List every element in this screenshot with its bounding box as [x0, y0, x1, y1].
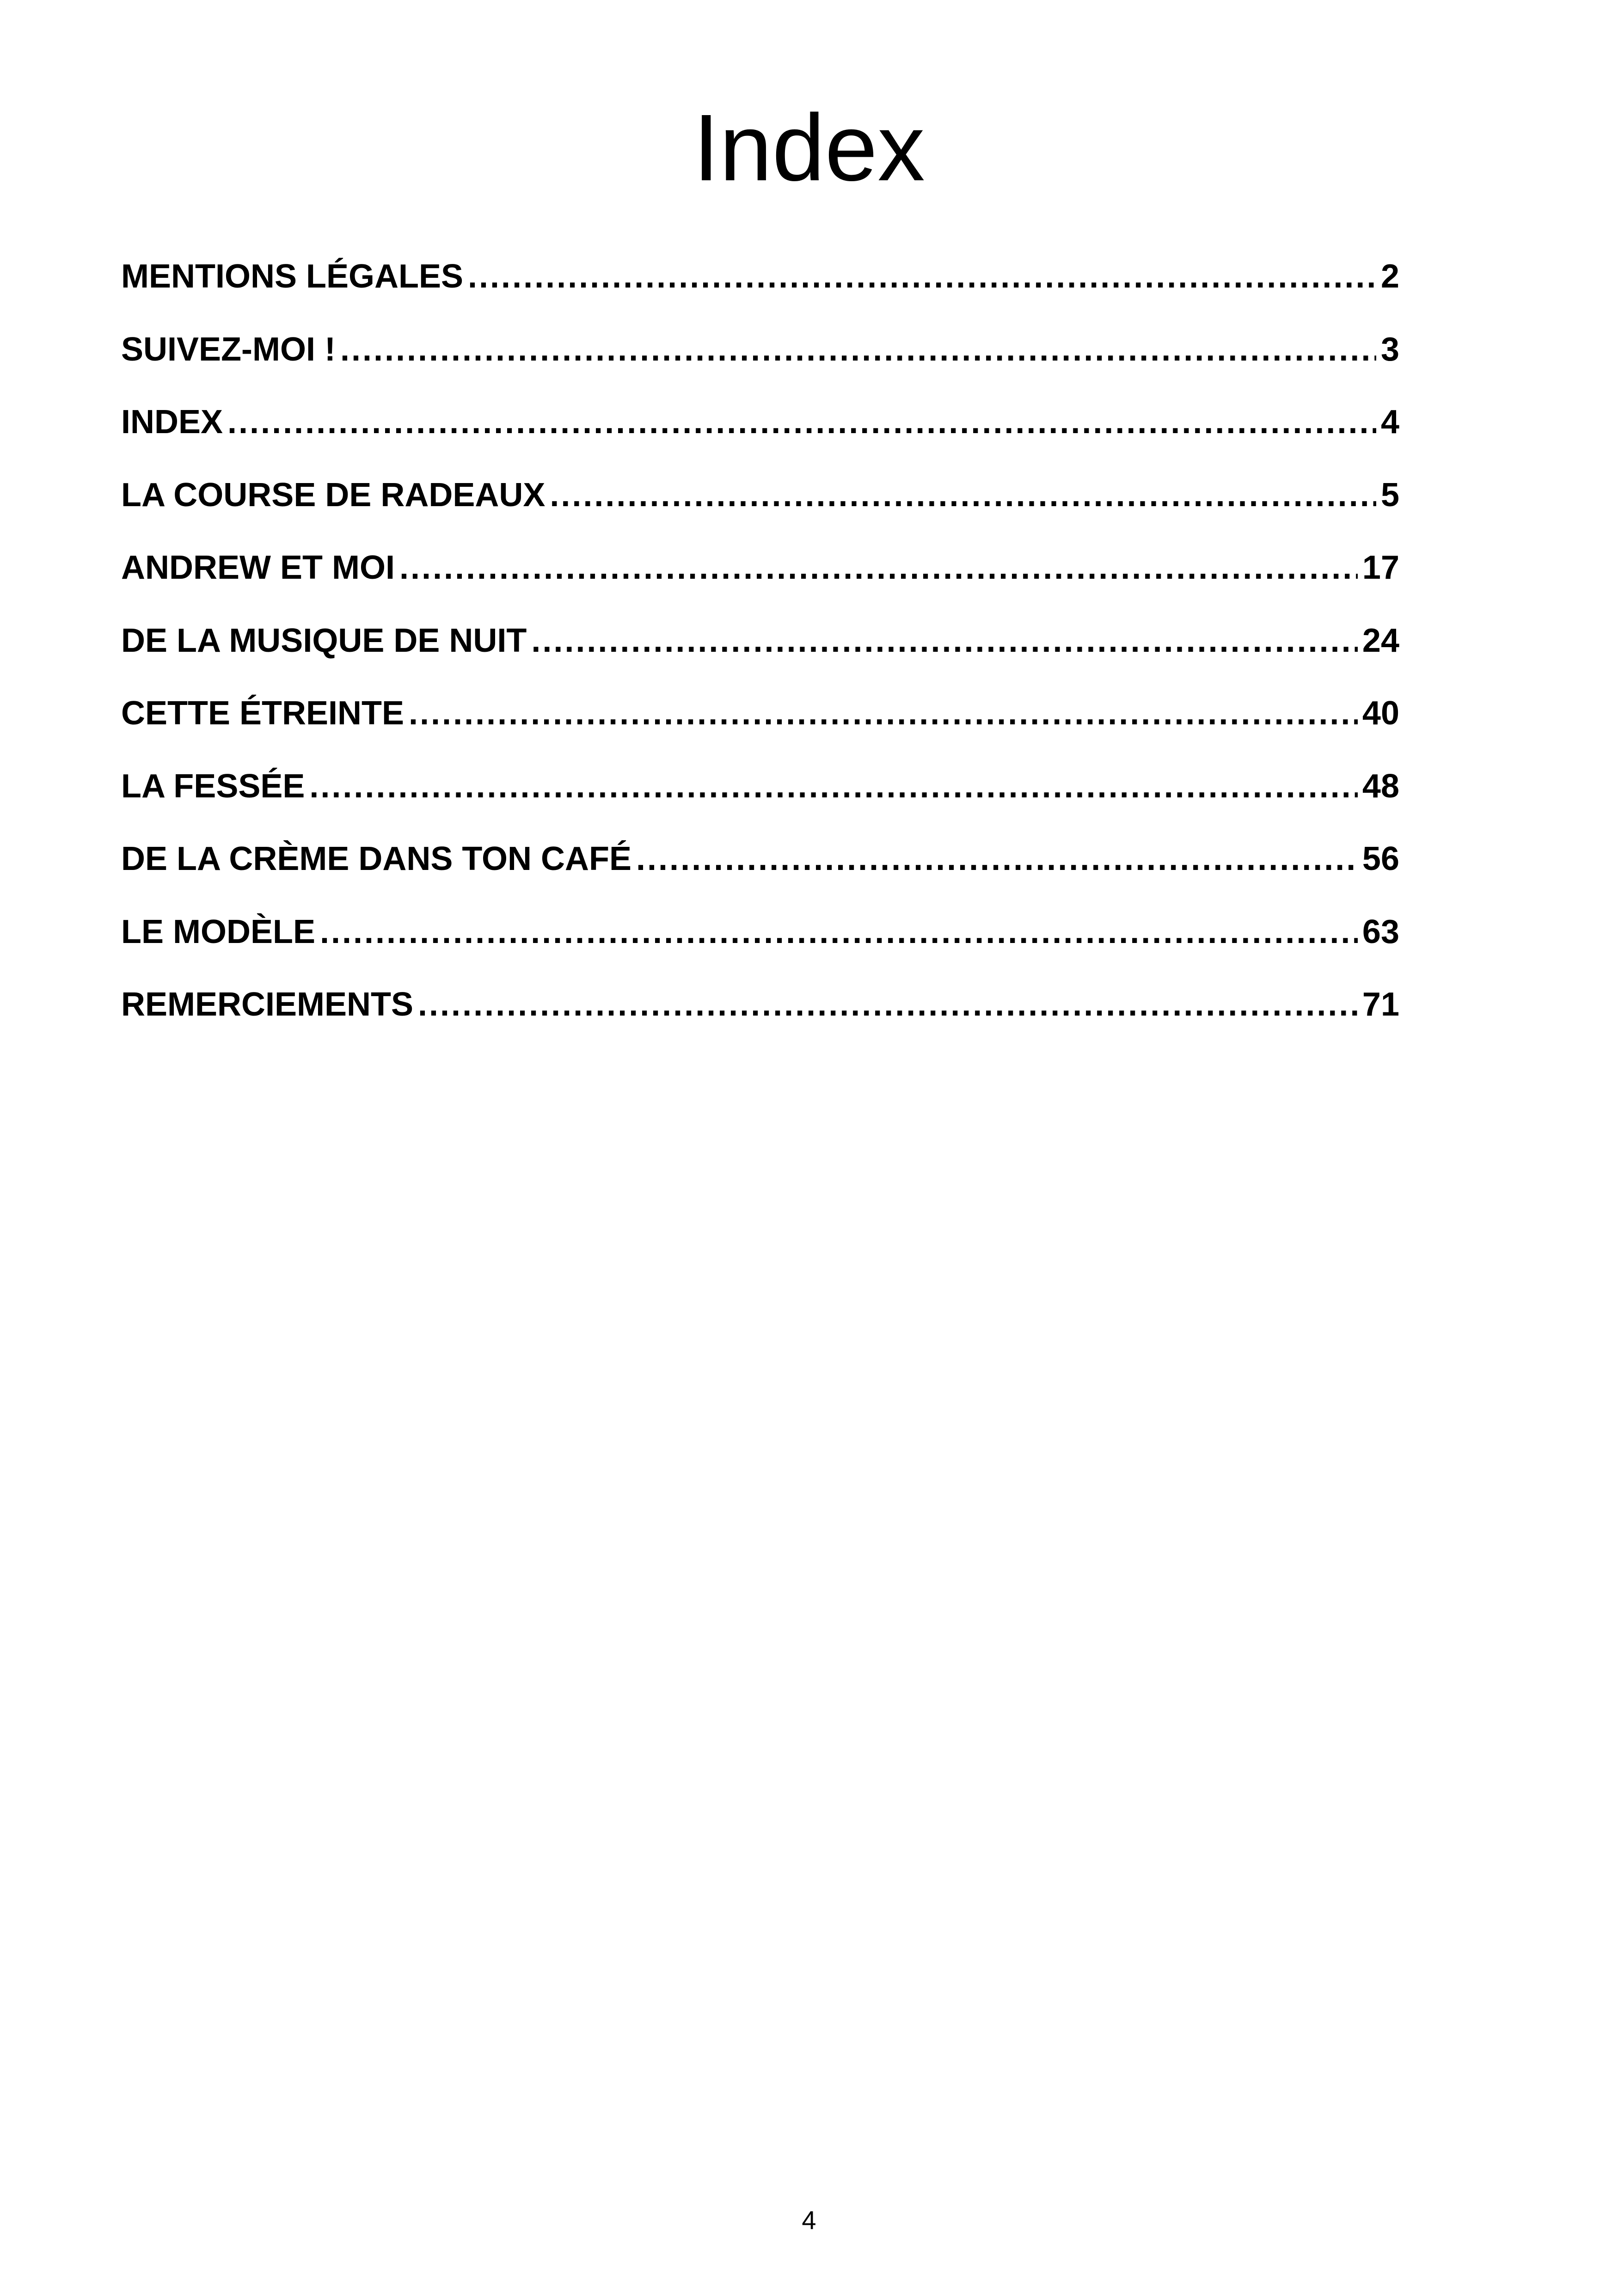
- toc-entry-page: 17: [1362, 549, 1399, 586]
- toc-dot-leader: [399, 549, 1358, 587]
- toc-entry-title: LE MODÈLE: [121, 913, 316, 950]
- toc-entry-title: INDEX: [121, 404, 223, 441]
- toc-dot-leader: [550, 476, 1376, 514]
- page-number: 4: [802, 2205, 816, 2235]
- toc-entry-title: LA COURSE DE RADEAUX: [121, 476, 545, 514]
- toc-entry[interactable]: [121, 840, 1399, 913]
- toc-dot-leader: [227, 403, 1376, 441]
- page-title: Index: [693, 95, 925, 201]
- toc-entry-page: 24: [1362, 622, 1399, 659]
- toc-entry[interactable]: [121, 986, 1399, 1059]
- toc-entry[interactable]: [121, 476, 1399, 549]
- toc-dot-leader: [309, 767, 1358, 805]
- toc-entry-title: SUIVEZ-MOI !: [121, 331, 336, 368]
- toc-entry[interactable]: [121, 331, 1399, 404]
- toc-entry-page: 40: [1362, 695, 1399, 732]
- toc-entry-page: 4: [1380, 404, 1399, 441]
- toc-dot-leader: [531, 622, 1358, 660]
- table-of-contents: [121, 257, 1399, 1059]
- toc-dot-leader: [636, 840, 1358, 878]
- toc-entry[interactable]: [121, 622, 1399, 695]
- toc-entry-title: LA FESSÉE: [121, 767, 305, 805]
- toc-entry-page: 48: [1362, 767, 1399, 805]
- toc-entry[interactable]: [121, 694, 1399, 767]
- toc-entry-title: ANDREW ET MOI: [121, 549, 395, 586]
- toc-entry-title: CETTE ÉTREINTE: [121, 695, 404, 732]
- toc-dot-leader: [320, 913, 1358, 951]
- toc-entry-title: MENTIONS LÉGALES: [121, 258, 464, 295]
- toc-entry[interactable]: [121, 549, 1399, 622]
- toc-entry-page: 5: [1380, 476, 1399, 514]
- toc-entry-title: DE LA MUSIQUE DE NUIT: [121, 622, 527, 659]
- toc-entry-page: 56: [1362, 840, 1399, 877]
- toc-entry-page: 3: [1380, 331, 1399, 368]
- toc-dot-leader: [340, 331, 1376, 368]
- toc-entry[interactable]: [121, 257, 1399, 331]
- toc-entry-title: REMERCIEMENTS: [121, 986, 414, 1023]
- toc-entry[interactable]: [121, 767, 1399, 840]
- toc-entry-page: 71: [1362, 986, 1399, 1023]
- toc-entry-title: DE LA CRÈME DANS TON CAFÉ: [121, 840, 632, 877]
- toc-entry[interactable]: [121, 403, 1399, 476]
- toc-entry-page: 2: [1380, 258, 1399, 295]
- toc-entry-page: 63: [1362, 913, 1399, 950]
- toc-entry[interactable]: [121, 913, 1399, 986]
- toc-dot-leader: [468, 257, 1376, 295]
- toc-dot-leader: [409, 694, 1358, 732]
- toc-dot-leader: [418, 986, 1358, 1023]
